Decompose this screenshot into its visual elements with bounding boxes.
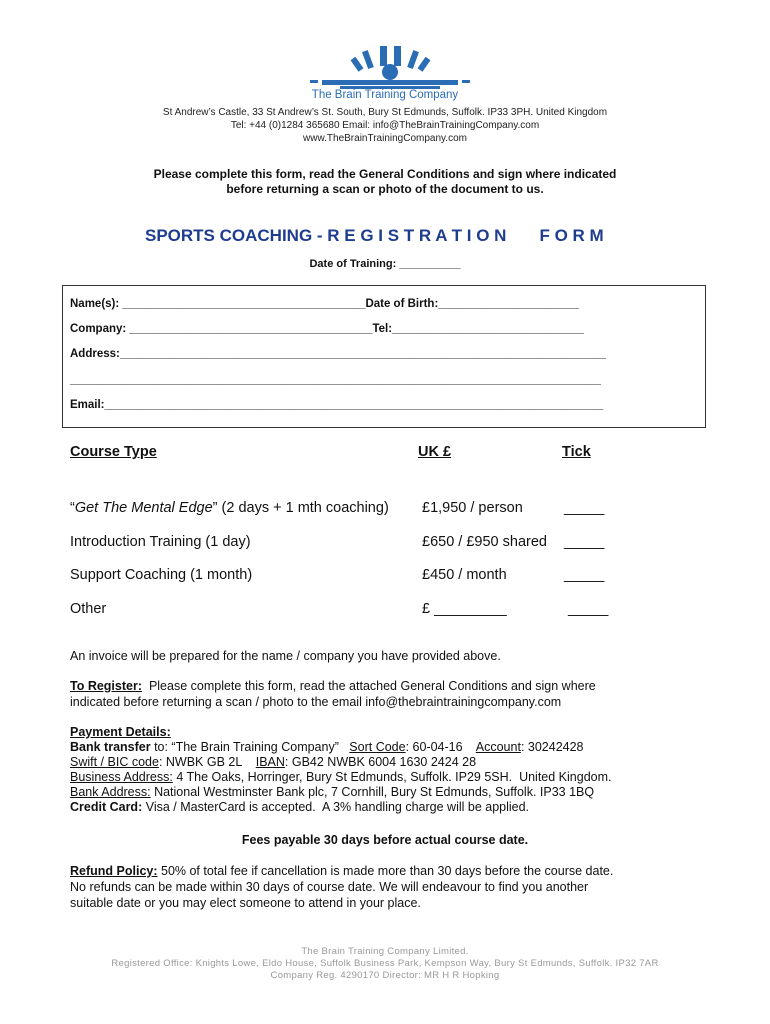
header-course-type: Course Type bbox=[70, 444, 157, 460]
course-row-other: Other bbox=[70, 601, 107, 617]
refund-line-2: No refunds can be made within 30 days of course date. We will endeavour to find you another bbox=[70, 880, 589, 894]
names-field[interactable]: Name(s): ______________________________________Date of Birth:______________________ bbox=[70, 298, 579, 310]
form-title: SPORTS COACHING - R E G I S T R A T I O N F O R M bbox=[145, 226, 604, 245]
address-field[interactable]: Address:____________________________________________________________________________ bbox=[70, 348, 606, 360]
email-field[interactable]: Email:______________________________________________________________________________ bbox=[70, 399, 604, 411]
tick-mental-edge[interactable]: _____ bbox=[564, 500, 605, 516]
course-row-support: Support Coaching (1 month) bbox=[70, 567, 253, 583]
payment-business-line: Business Address: 4 The Oaks, Horringer, Bury St Edmunds, Suffolk. IP29 5SH. United Kingdom. bbox=[70, 770, 612, 784]
footer-registration: Company Reg. 4290170 Director: MR H R Hopking bbox=[270, 970, 500, 981]
brand-address: St Andrew’s Castle, 33 St Andrew’s St. South, Bury St Edmunds, Suffolk. IP33 3PH. United Kingdom bbox=[162, 107, 608, 118]
tick-introduction[interactable]: _____ bbox=[564, 534, 605, 550]
course-row-introduction: Introduction Training (1 day) bbox=[70, 534, 251, 550]
address-field-line-2[interactable]: ___________________________________________________________________________________ bbox=[70, 374, 601, 386]
payment-heading: Payment Details: bbox=[70, 725, 171, 739]
footer-office: Registered Office: Knights Lowe, Eldo House, Suffolk Business Park, Kempson Way, Bury St Edmunds, Suffolk. IP32 7AR bbox=[111, 958, 659, 969]
price-mental-edge: £1,950 / person bbox=[422, 500, 523, 516]
refund-line-1: Refund Policy: 50% of total fee if cancellation is made more than 30 days before the course date. bbox=[70, 864, 614, 878]
brand-contact: Tel: +44 (0)1284 365680 Email: info@TheBrainTrainingCompany.com bbox=[230, 120, 540, 131]
fees-note: Fees payable 30 days before actual course date. bbox=[241, 833, 529, 847]
payment-bankaddr-line: Bank Address: National Westminster Bank plc, 7 Cornhill, Bury St Edmunds, Suffolk. IP33 1BQ bbox=[70, 785, 595, 799]
register-line-1: To Register: Please complete this form, read the attached General Conditions and sign where bbox=[70, 679, 596, 693]
company-field[interactable]: Company: ______________________________________Tel:______________________________ bbox=[70, 323, 584, 335]
brand-name: The Brain Training Company bbox=[311, 89, 459, 101]
tick-support[interactable]: _____ bbox=[564, 567, 605, 583]
date-of-training: Date of Training: __________ bbox=[309, 258, 461, 270]
price-support: £450 / month bbox=[422, 567, 507, 583]
brand-website: www.TheBrainTrainingCompany.com bbox=[303, 133, 467, 144]
course-row-mental-edge: “Get The Mental Edge” (2 days + 1 mth coaching) bbox=[70, 500, 389, 516]
invoice-note: An invoice will be prepared for the name / company you have provided above. bbox=[70, 649, 501, 663]
payment-swift-line: Swift / BIC code: NWBK GB 2L IBAN: GB42 NWBK 6004 1630 2424 28 bbox=[70, 755, 477, 769]
intro-line-2: before returning a scan or photo of the document to us. bbox=[226, 182, 544, 196]
tick-other[interactable]: _____ bbox=[568, 601, 609, 617]
refund-line-3: suitable date or you may elect someone to attend in your place. bbox=[70, 896, 421, 910]
footer-company: The Brain Training Company Limited. bbox=[301, 946, 469, 957]
payment-bank-line: Bank transfer to: “The Brain Training Company” Sort Code: 60-04-16 Account: 30242428 bbox=[70, 740, 584, 754]
header-price: UK £ bbox=[418, 444, 452, 460]
header-tick: Tick bbox=[562, 444, 591, 460]
price-other[interactable]: £ _________ bbox=[422, 601, 507, 617]
register-line-2: indicated before returning a scan / photo to the email info@thebraintrainingcompany.com bbox=[70, 695, 562, 709]
price-introduction: £650 / £950 shared bbox=[422, 534, 547, 550]
payment-card-line: Credit Card: Visa / MasterCard is accepted. A 3% handling charge will be applied. bbox=[70, 800, 530, 814]
intro-line-1: Please complete this form, read the General Conditions and sign where indicated bbox=[153, 167, 617, 181]
